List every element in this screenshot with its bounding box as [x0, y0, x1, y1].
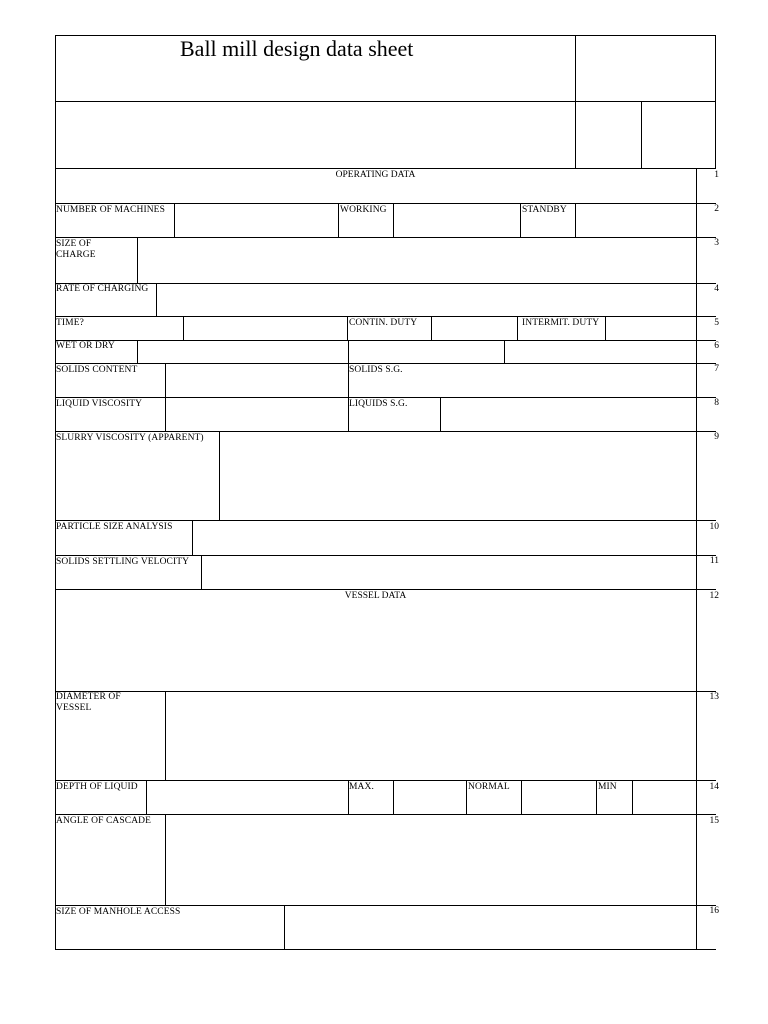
- label-working: WORKING: [340, 205, 387, 215]
- number-of-machines-field[interactable]: [175, 204, 338, 237]
- solids-content-field[interactable]: [166, 364, 348, 397]
- label-particle-size-analysis: PARTICLE SIZE ANALYSIS: [56, 522, 173, 532]
- row-number: 7: [714, 364, 719, 374]
- label-time: TIME?: [56, 318, 84, 328]
- standby-field[interactable]: [576, 204, 696, 237]
- label-standby: STANDBY: [522, 205, 567, 215]
- row-number: 13: [709, 692, 719, 702]
- liquid-viscosity-field[interactable]: [166, 398, 348, 431]
- header-field-small-1[interactable]: [576, 102, 641, 168]
- label-solids-content: SOLIDS CONTENT: [56, 365, 138, 375]
- label-diameter-of-vessel: DIAMETER OF VESSEL: [56, 692, 121, 713]
- intermit-duty-field[interactable]: [606, 317, 696, 340]
- label-size-of-charge: SIZE OF CHARGE: [56, 239, 96, 260]
- time-field[interactable]: [184, 317, 347, 340]
- liquids-sg-field[interactable]: [441, 398, 696, 431]
- wet-or-dry-field[interactable]: [138, 341, 348, 363]
- row-number: 3: [714, 238, 719, 248]
- row-number: 1: [714, 170, 719, 180]
- size-of-manhole-access-field[interactable]: [285, 906, 696, 949]
- depth-of-liquid-field[interactable]: [147, 781, 348, 814]
- page-title: Ball mill design data sheet: [180, 36, 414, 61]
- label-min: MIN: [598, 782, 617, 792]
- angle-of-cascade-field[interactable]: [166, 815, 696, 905]
- label-number-of-machines: NUMBER OF MACHINES: [56, 205, 165, 215]
- header-field-small-2[interactable]: [642, 102, 715, 168]
- particle-size-analysis-field[interactable]: [193, 521, 696, 555]
- rate-of-charging-field[interactable]: [157, 284, 696, 316]
- normal-field[interactable]: [522, 781, 596, 814]
- label-solids-sg: SOLIDS S.G.: [349, 365, 403, 375]
- label-angle-of-cascade: ANGLE OF CASCADE: [56, 816, 152, 826]
- label-liquids-sg: LIQUIDS S.G.: [349, 399, 408, 409]
- section-vessel-data: VESSEL DATA: [344, 591, 407, 601]
- diameter-of-vessel-field[interactable]: [166, 692, 696, 780]
- solids-settling-velocity-field[interactable]: [202, 556, 696, 589]
- row-number: 11: [709, 556, 719, 566]
- label-size-of-manhole-access: SIZE OF MANHOLE ACCESS: [56, 907, 181, 917]
- row-number: 10: [709, 522, 719, 532]
- label-slurry-viscosity: SLURRY VISCOSITY (APPARENT): [56, 433, 204, 443]
- size-of-charge-field[interactable]: [138, 238, 696, 283]
- row-number: 4: [714, 284, 719, 294]
- row-number: 9: [714, 432, 719, 442]
- label-normal: NORMAL: [468, 782, 510, 792]
- row-number: 2: [714, 204, 719, 214]
- min-field[interactable]: [633, 781, 696, 814]
- max-field[interactable]: [394, 781, 466, 814]
- contin-duty-field[interactable]: [432, 317, 517, 340]
- label-max: MAX.: [349, 782, 374, 792]
- slurry-viscosity-field[interactable]: [220, 432, 696, 520]
- label-liquid-viscosity: LIQUID VISCOSITY: [56, 399, 143, 409]
- section-operating-data: OPERATING DATA: [335, 170, 416, 180]
- label-contin-duty: CONTIN. DUTY: [349, 318, 418, 328]
- row-number: 8: [714, 398, 719, 408]
- row-number: 15: [709, 816, 719, 826]
- label-intermit-duty: INTERMIT. DUTY: [522, 318, 600, 328]
- header-field-right-top[interactable]: [576, 36, 715, 101]
- row-number: 16: [709, 906, 719, 916]
- header-field-main[interactable]: [56, 102, 575, 168]
- label-depth-of-liquid: DEPTH OF LIQUID: [56, 782, 138, 792]
- row-number: 5: [714, 318, 719, 328]
- label-rate-of-charging: RATE OF CHARGING: [56, 284, 149, 294]
- row-number: 6: [714, 341, 719, 351]
- label-wet-or-dry: WET OR DRY: [56, 341, 115, 351]
- working-field[interactable]: [394, 204, 520, 237]
- row-number: 12: [709, 591, 719, 601]
- label-solids-settling-velocity: SOLIDS SETTLING VELOCITY: [56, 557, 190, 567]
- row-number: 14: [709, 782, 719, 792]
